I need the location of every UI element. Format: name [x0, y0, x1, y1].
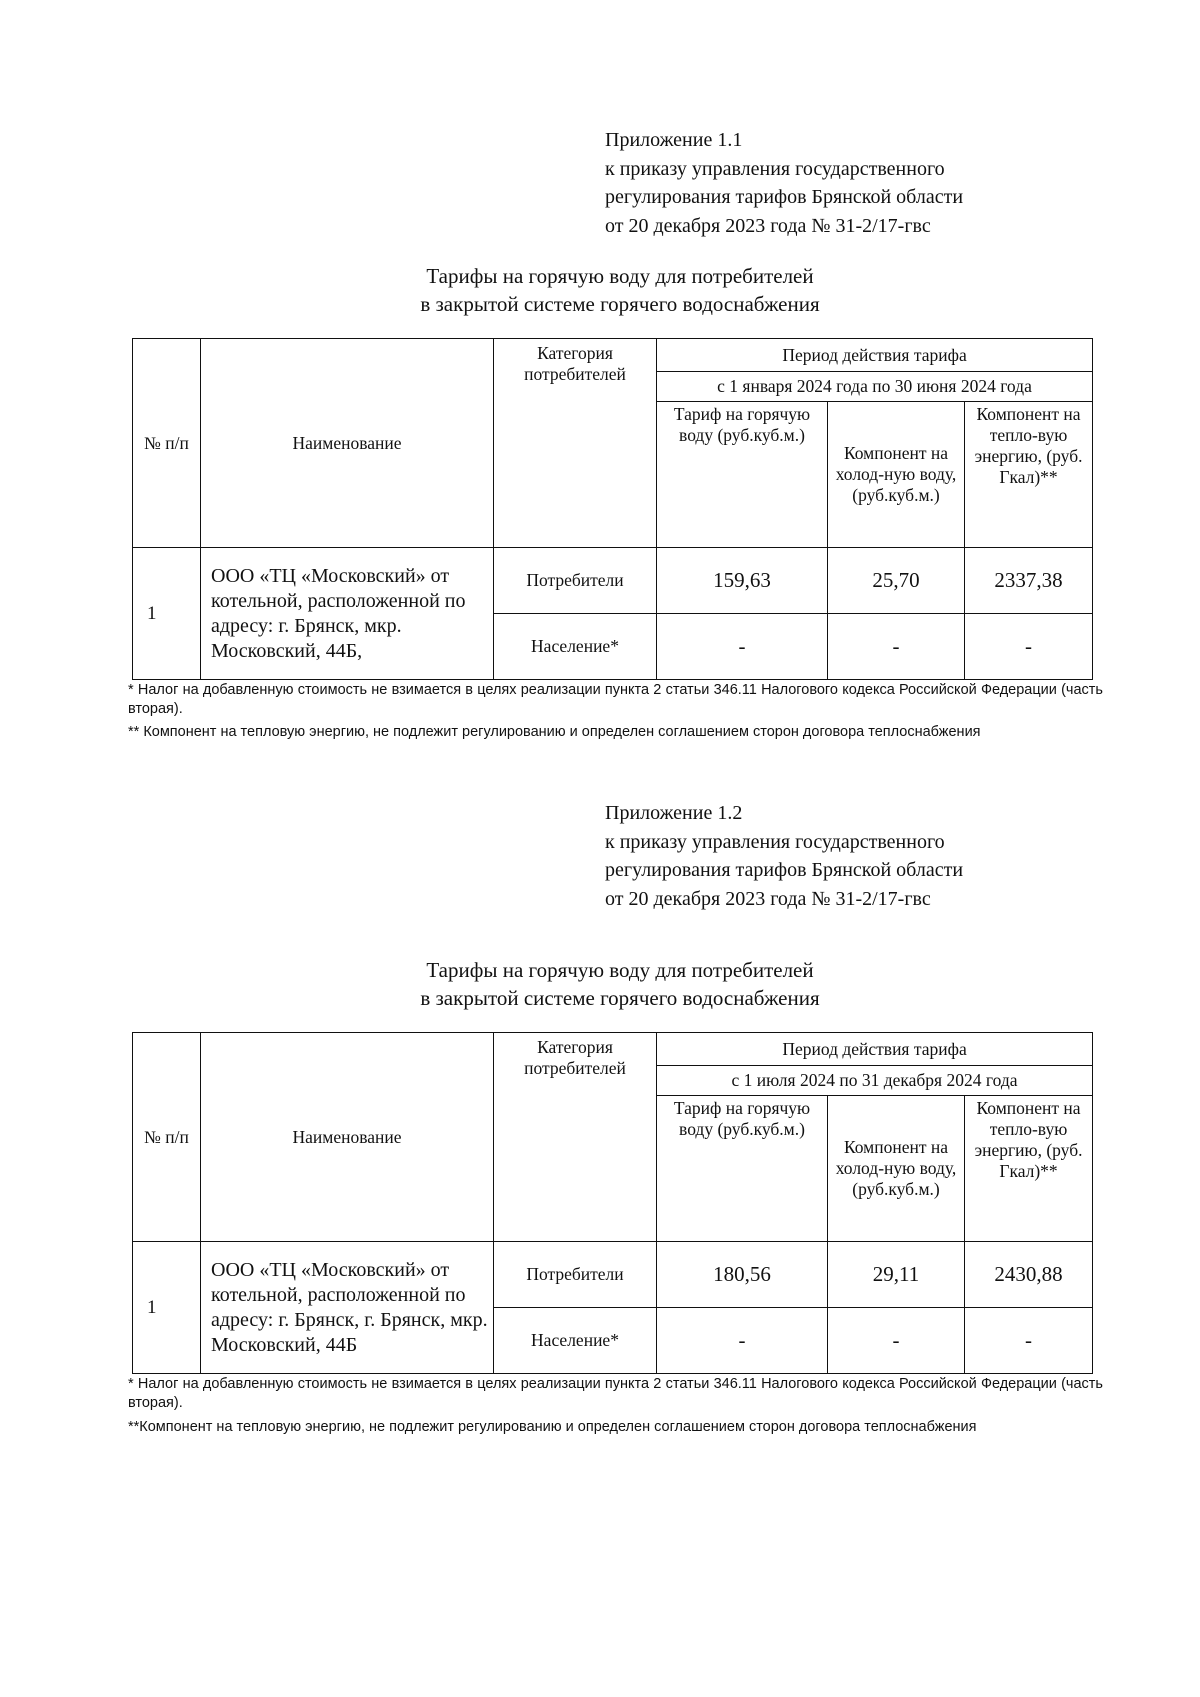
header-cold-water: Компонент на холод-ную воду, (руб.куб.м.) — [828, 402, 965, 548]
title-line: в закрытой системе горячего водоснабжения — [420, 986, 820, 1010]
header-heat-energy: Компонент на тепло-вую энергию, (руб. Гкал)** — [965, 1096, 1093, 1242]
header-period: Период действия тарифа — [657, 339, 1093, 372]
appendix-header — [605, 799, 963, 913]
title-line: Тарифы на горячую воду для потребителей — [426, 264, 814, 288]
header-num: № п/п — [133, 1033, 201, 1242]
appendix-header — [605, 126, 963, 240]
header-category: Категория потребителей — [494, 339, 657, 548]
header-tariff: Тариф на горячую воду (руб.куб.м.) — [657, 402, 828, 548]
header-num: № п/п — [133, 339, 201, 548]
header-period-dates: с 1 июля 2024 по 31 декабря 2024 года — [657, 1066, 1093, 1096]
cell-tariff: - — [657, 614, 828, 680]
appendix-number: Приложение 1.1 — [605, 129, 743, 151]
cell-tariff: 159,63 — [657, 548, 828, 614]
document-title — [0, 956, 1200, 1012]
appendix-line: от 20 декабря 2023 года № 31-2/17-гвс — [605, 887, 931, 910]
appendix-number: Приложение 1.2 — [605, 802, 743, 824]
header-category: Категория потребителей — [494, 1033, 657, 1242]
row-category: Потребители — [494, 548, 657, 614]
header-heat-energy: Компонент на тепло-вую энергию, (руб. Гкал)** — [965, 402, 1093, 548]
appendix-line: к приказу управления государственного — [605, 157, 945, 180]
footnote: **Компонент на тепловую энергию, не подлежит регулированию и определен соглашением сторон договора теплоснабжения — [128, 1419, 977, 1435]
header-name: Наименование — [201, 339, 494, 548]
cell-cold-water: - — [828, 1308, 965, 1374]
cell-heat-energy: 2430,88 — [965, 1242, 1093, 1308]
cell-cold-water: 29,11 — [828, 1242, 965, 1308]
footnote: * Налог на добавленную стоимость не взимается в целях реализации пункта 2 статьи 346.11 Налогового кодекса Российской Федерации (часть вторая). — [128, 1376, 1103, 1411]
header-name: Наименование — [201, 1033, 494, 1242]
appendix-line: к приказу управления государственного — [605, 830, 945, 853]
header-tariff: Тариф на горячую воду (руб.куб.м.) — [657, 1096, 828, 1242]
row-number: 1 — [133, 548, 201, 680]
header-cold-water: Компонент на холод-ную воду, (руб.куб.м.) — [828, 1096, 965, 1242]
footnote: ** Компонент на тепловую энергию, не подлежит регулированию и определен соглашением сторон договора теплоснабжения — [128, 724, 981, 740]
header-period-dates: с 1 января 2024 года по 30 июня 2024 года — [657, 372, 1093, 402]
cell-tariff: 180,56 — [657, 1242, 828, 1308]
cell-tariff: - — [657, 1308, 828, 1374]
appendix-line: регулирования тарифов Брянской области — [605, 186, 964, 208]
appendix-line: от 20 декабря 2023 года № 31-2/17-гвс — [605, 214, 931, 237]
cell-heat-energy: - — [965, 614, 1093, 680]
title-line: в закрытой системе горячего водоснабжения — [420, 292, 820, 316]
cell-heat-energy: 2337,38 — [965, 548, 1093, 614]
cell-heat-energy: - — [965, 1308, 1093, 1374]
row-number: 1 — [133, 1242, 201, 1374]
tariff-table — [132, 338, 1093, 680]
row-name: ООО «ТЦ «Московский» от котельной, расположенной по адресу: г. Брянск, г. Брянск, мкр. Московский, 44Б — [201, 1242, 494, 1374]
row-category: Потребители — [494, 1242, 657, 1308]
footnote: * Налог на добавленную стоимость не взимается в целях реализации пункта 2 статьи 346.11 Налогового кодекса Российской Федерации (часть вторая). — [128, 682, 1103, 717]
title-line: Тарифы на горячую воду для потребителей — [426, 958, 814, 982]
appendix-line: регулирования тарифов Брянской области — [605, 859, 964, 881]
document-title — [0, 262, 1200, 318]
header-period: Период действия тарифа — [657, 1033, 1093, 1066]
row-category: Население* — [494, 1308, 657, 1374]
tariff-table — [132, 1032, 1093, 1374]
row-category: Население* — [494, 614, 657, 680]
cell-cold-water: - — [828, 614, 965, 680]
row-name: ООО «ТЦ «Московский» от котельной, расположенной по адресу: г. Брянск, мкр. Московский, 44Б, — [201, 548, 494, 680]
cell-cold-water: 25,70 — [828, 548, 965, 614]
